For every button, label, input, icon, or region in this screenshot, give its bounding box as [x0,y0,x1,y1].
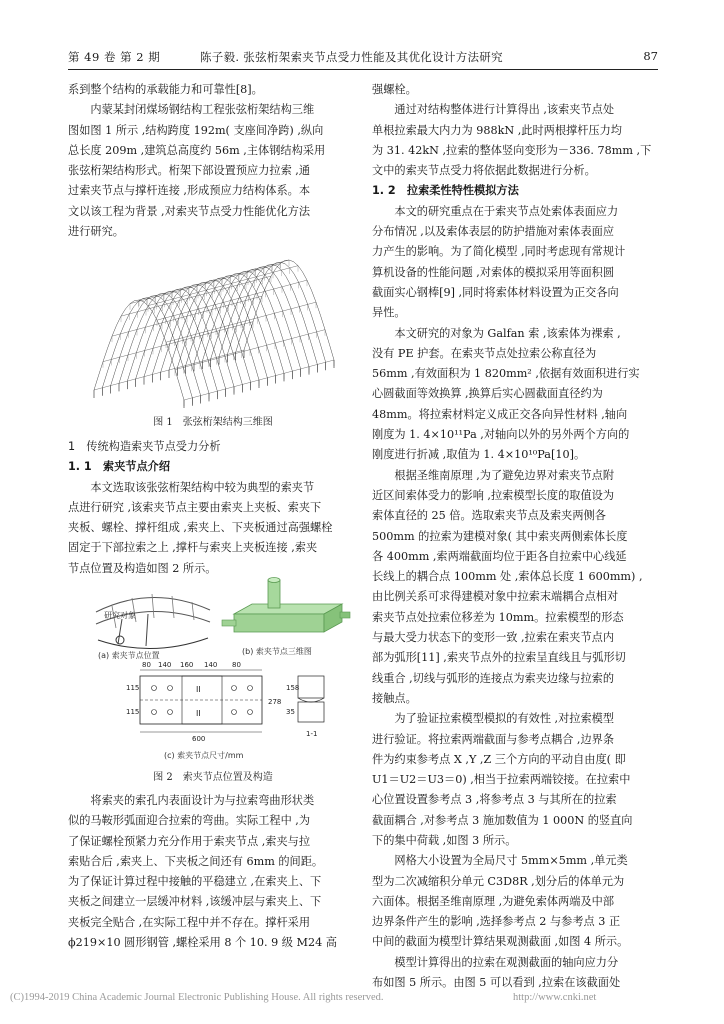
figure-2 [92,574,354,764]
text-line: 点进行研究 ,该索夹节点主要由索夹上夹板、索夹下 [68,500,322,514]
text-line: 夹板、螺栓、撑杆组成 ,索夹上、下夹板通过高强螺栓 [68,521,333,535]
text-line: 网格大小设置为全局尺寸 5mm×5mm ,单元类 [372,854,628,868]
clamp-dimension-drawing [126,661,324,760]
text-line: 文中的索夹节点受力将依据此数据进行分析。 [372,164,596,178]
text-line: 部为弧形[11] ,索夹节点外的拉索呈直线且与弧形切 [372,651,626,665]
text-line: 截面实心钢棒[9] ,同时将索体材料设置为正交各向 [372,285,619,299]
text-line: 与最大受力状态下的变形一致 ,拉索在索夹节点内 [372,631,615,645]
text-line: 截面耦合 ,对参考点 3 施加数值为 1 000N 的竖直向 [372,813,633,827]
clamp-3d-model [222,578,350,657]
label-c: (c) 索夹节点尺寸/mm [164,751,244,760]
section-1-2-heading: 1. 2 拉索柔性特性模拟方法 [372,184,519,198]
dim-side-1: 158 [286,684,300,692]
text-line: 刚度进行折减 ,取值为 1. 4×10¹⁰Pa[10]。 [372,448,586,462]
label-b: (b) 索夹节点三维图 [242,647,312,656]
text-line: 56mm ,有效面积为 1 820mm² ,依据有效面积进行实 [372,367,640,381]
copyright-notice: (C)1994-2019 China Academic Journal Electronic Publishing House. All rights reserved. [10,992,384,1003]
text-line: 模型计算得出的拉索在观测截面的轴向应力分 [372,955,619,969]
text-line: 本文选取该张弦桁架结构中较为典型的索夹节 [68,480,315,494]
dim-top-5: 80 [232,661,241,669]
dim-bottom: 600 [192,735,206,743]
text-line: 索贴合后 ,索夹上、下夹板之间还有 6mm 的间距。 [68,854,324,868]
text-line: 总长度 209m ,建筑总高度约 56m ,主体钢结构采用 [68,143,326,157]
text-line: 力产生的影响。为了简化模型 ,同时考虑现有常规计 [372,245,626,259]
dim-top-1: 80 [142,661,151,669]
text-line: 为 31. 42kN ,拉索的整体竖向变形为－336. 78mm ,下 [372,143,652,157]
text-line: 心圆截面等效换算 ,换算后实心圆截面直径约为 [372,387,603,401]
text-line: 张弦桁架结构形式。桁架下部设置预应力拉索 ,通 [68,164,311,178]
svg-text:II: II [196,709,201,718]
dim-top-2: 140 [158,661,172,669]
text-line: 进行研究。 [68,225,124,239]
text-line: 分布情况 ,以及索体表层的防护措施对索体表面应 [372,225,615,239]
section-1-1-paragraph [68,478,358,579]
text-line: 似的马鞍形弧面迎合拉索的弯曲。实际工程中 ,为 [68,814,311,828]
text-line: 下的集中荷载 ,如图 3 所示。 [372,833,517,847]
dim-top-3: 160 [180,661,194,669]
text-line: 异性。 [372,306,406,320]
section-1 [68,437,358,579]
text-line: 刚度为 1. 4×10¹¹Pa ,对轴向以外的另外两个方向的 [372,428,630,442]
text-line: 节点位置及构造如图 2 所示。 [68,561,217,575]
text-line: 根据圣维南原理 ,为了避免边界对索夹节点附 [372,468,615,482]
intro-paragraph [68,80,358,242]
text-line: 中间的截面为模型计算结果观测截面 ,如图 4 所示。 [372,935,629,949]
text-line: 六面体。根据圣维南原理 ,为避免索体两端及中部 [372,894,615,908]
journal-volume: 第 49 卷 第 2 期 [68,50,161,64]
text-line: 进行验证。将拉索两端截面与参考点耦合 ,边界条 [372,732,615,746]
text-line: ϕ219×10 圆形钢管 ,螺栓采用 8 个 10. 9 级 M24 高 [68,936,337,950]
section-1-heading: 1 传统构造索夹节点受力分析 [68,440,221,453]
text-line: 件为约束参考点 X ,Y ,Z 三个方向的平动自由度( 即 [372,752,626,766]
dim-right: 278 [268,698,282,706]
text-line: 单根拉索最大内力为 988kN ,此时两根撑杆压力均 [372,123,622,137]
text-line: 固定于下部拉索之上 ,撑杆与索夹上夹板连接 ,索夹 [68,541,318,555]
header-rule [68,69,658,70]
text-line: 文以该工程为背景 ,对索夹节点受力性能优化方法 [68,204,311,218]
text-line: 了保证螺栓预紧力充分作用于索夹节点 ,索夹与拉 [68,834,311,848]
text-line: 心位置设置参考点 3 ,将参考点 3 与其所在的拉索 [372,793,617,807]
left-column-continued [68,791,358,953]
text-line: 边界条件产生的影响 ,选择参考点 2 与参考点 3 正 [372,915,621,929]
text-line: 型为二次减缩积分单元 C3D8R ,划分后的体单元为 [372,874,625,888]
text-line: 各 400mm ,索两端截面均位于距各自拉索中心线延 [372,549,627,563]
truss-3d-drawing [86,240,338,408]
dim-side-2: 35 [286,708,295,716]
text-line: 没有 PE 护套。在索夹节点处拉索公称直径为 [372,346,597,360]
text-line: 索体直径的 25 倍。选取索夹节点及索夹两侧各 [372,509,606,523]
dim-left-2: 115 [126,708,140,716]
section-label: 1-1 [306,730,318,738]
text-line: 索夹节点处拉索位移差为 10mm。拉索模型的形态 [372,610,624,624]
text-line: 通过对结构整体进行计算得出 ,该索夹节点处 [372,103,615,117]
label-a: (a) 索夹节点位置 [98,651,160,660]
left-column [68,80,358,242]
page-number: 87 [643,49,658,63]
text-line: 由比例关系可求得建模对象中拉索末端耦合点相对 [372,590,619,604]
text-line: 为了验证拉索模型模拟的有效性 ,对拉索模型 [372,712,615,726]
text-line: 夹板之间建立一层缓冲材料 ,该缓冲层与索夹上、下 [68,895,322,909]
text-line: 图如图 1 所示 ,结构跨度 192m( 支座间净跨) ,纵向 [68,123,324,137]
right-paragraph-b [372,202,662,994]
figure-2-caption: 图 2 索夹节点位置及构造 [153,772,273,783]
section-1-1-heading: 1. 1 索夹节点介绍 [68,460,171,474]
right-paragraph-a [372,80,662,181]
text-line: 长线上的耦合点 100mm 处 ,索体总长度 1 600mm) , [372,570,643,584]
text-line: 将索夹的索孔内表面设计为与拉索弯曲形状类 [68,794,315,807]
running-header [68,46,658,68]
text-line: 500mm 的拉索为建模对象( 其中索夹两侧索体长度 [372,529,628,543]
dim-top-4: 140 [204,661,218,669]
research-object-annotation: 研究对象 [104,611,136,620]
text-line: 强螺栓。 [372,83,417,96]
dim-left-1: 115 [126,684,140,692]
cable-clamp-drawings [92,574,354,764]
clamp-position-sketch [96,594,210,660]
svg-text:II: II [196,685,201,694]
text-line: 内蒙某封闭煤场钢结构工程张弦桁架结构三维 [68,103,315,117]
text-line: 夹板完全贴合 ,在实际工程中并不存在。撑杆采用 [68,915,311,929]
text-line: 过索夹节点与撑杆连接 ,形成预应力结构体系。本 [68,184,311,198]
figure-1 [86,240,338,408]
text-line: 本文的研究重点在于索夹节点处索体表面应力 [372,204,619,218]
figure-1-caption: 图 1 张弦桁架结构三维图 [153,417,273,428]
text-line: 48mm。将拉索材料定义成正交各向异性材料 ,轴向 [372,407,628,421]
running-title: 陈子毅. 张弦桁架索夹节点受力性能及其优化设计方法研究 [200,50,503,64]
cnki-url: http://www.cnki.net [513,992,597,1003]
text-line: 布如图 5 所示。由图 5 可以看到 ,拉索在该截面处 [372,976,621,990]
text-line: 接触点。 [372,691,417,705]
text-line: 近区间索体受力的影响 ,拉索模型长度的取值设为 [372,488,615,502]
text-line: 算机设备的性能问题 ,对索体的模拟采用等面积圆 [372,265,615,279]
right-column [372,80,662,993]
text-line: 线重合 ,切线与弧形的连接点为索夹边缘与拉索的 [372,671,615,685]
text-line: U1＝U2＝U3＝0) ,相当于拉索两端铰接。在拉索中 [372,773,631,787]
text-line: 本文研究的对象为 Galfan 索 ,该索体为裸索 , [372,326,621,340]
text-line: 为了保证计算过程中接触的平稳建立 ,在索夹上、下 [68,875,322,889]
clamp-description-paragraph [68,791,358,953]
text-line: 系到整个结构的承载能力和可靠性[8]。 [68,83,263,96]
